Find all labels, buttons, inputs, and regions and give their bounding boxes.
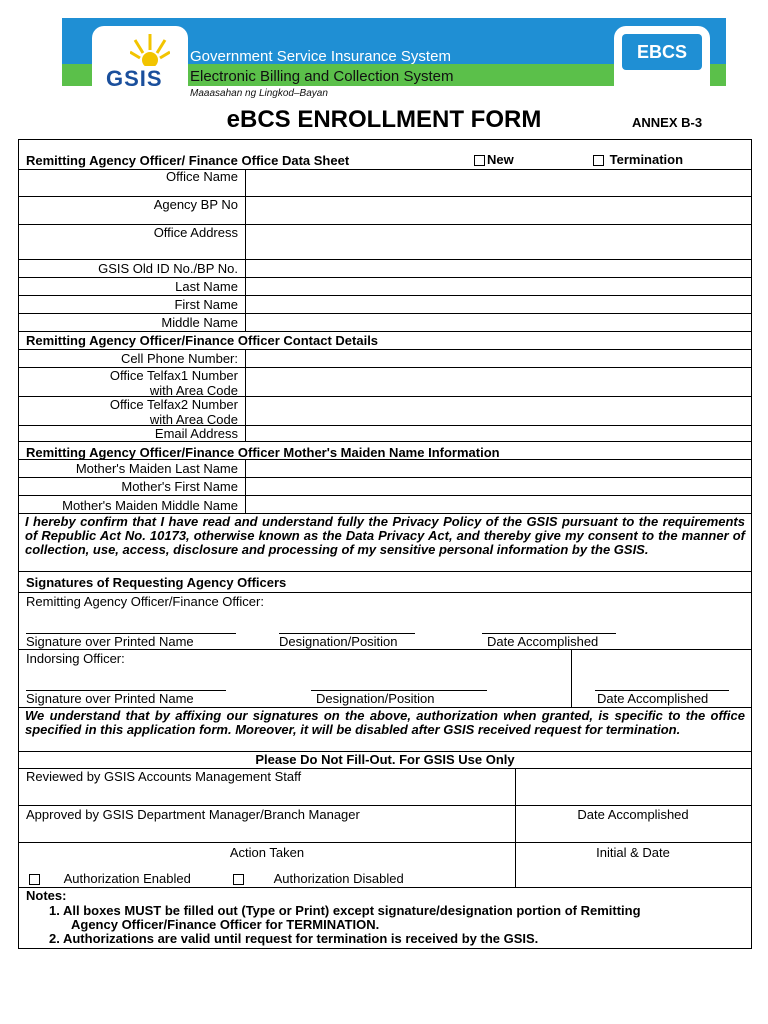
email-input[interactable] — [245, 426, 751, 441]
date-accomplished-label: Date Accomplished — [577, 807, 689, 822]
field-label — [19, 368, 245, 398]
termination-label: Termination — [609, 152, 684, 167]
authorization-note: We understand that by affixing our signatures on the above, authorization when granted, is specific to the office specified in this application form. Moreover, it will be disabled after GSIS received request for termination. — [19, 708, 751, 752]
section3-header — [19, 442, 751, 460]
designation-caption: Designation/Position — [316, 691, 435, 706]
signatures-header — [19, 572, 751, 593]
form-row — [19, 460, 751, 478]
termination-checkbox[interactable] — [593, 155, 604, 166]
sun-icon — [130, 32, 170, 66]
initial-date-label: Initial & Date — [596, 845, 670, 860]
new-option[interactable] — [474, 152, 514, 167]
field-label: Mother's Maiden Middle Name — [62, 498, 238, 513]
page-title: eBCS ENROLLMENT FORM — [226, 106, 542, 133]
telfax2-input[interactable] — [245, 397, 751, 425]
office-address-input[interactable] — [245, 225, 751, 259]
section2-title: Remitting Agency Officer/Finance Officer Contact Details — [26, 333, 379, 348]
date-caption: Date Accomplished — [487, 634, 599, 649]
field-label — [19, 397, 245, 427]
indorsing-signature-block — [19, 650, 751, 708]
auth-enabled-option[interactable] — [29, 871, 191, 886]
form-row — [19, 225, 751, 260]
system-name: Electronic Billing and Collection System — [190, 68, 454, 85]
field-label: Agency BP No — [153, 197, 238, 212]
first-name-input[interactable] — [245, 296, 751, 313]
new-checkbox[interactable] — [474, 155, 485, 166]
field-label: GSIS Old ID No./BP No. — [98, 261, 238, 276]
auth-disabled-checkbox[interactable] — [233, 874, 244, 885]
gsis-use-title: Please Do Not Fill-Out. For GSIS Use Only — [255, 752, 515, 767]
field-label: Office Address — [153, 225, 238, 240]
new-label: New — [487, 152, 514, 167]
ebcs-badge — [614, 26, 710, 102]
form-row — [19, 260, 751, 278]
signature-caption: Signature over Printed Name — [26, 634, 194, 649]
section1-header — [19, 140, 751, 170]
middle-name-input[interactable] — [245, 314, 751, 331]
termination-option[interactable] — [593, 152, 683, 167]
column-divider — [515, 769, 516, 805]
telfax1-input[interactable] — [245, 368, 751, 396]
mother-last-name-input[interactable] — [245, 460, 751, 477]
form-row — [19, 314, 751, 332]
field-label-line: Office Telfax1 Number — [109, 368, 238, 383]
approved-row — [19, 806, 751, 843]
form-row — [19, 397, 751, 426]
field-label-line: Office Telfax2 Number — [109, 397, 238, 412]
ebcs-badge-text: EBCS — [622, 34, 702, 70]
gsis-logo — [92, 26, 188, 102]
field-label-line: with Area Code — [149, 412, 238, 427]
header-banner — [62, 18, 726, 104]
form-row — [19, 368, 751, 397]
field-label: Mother's First Name — [121, 479, 238, 494]
signatures-title: Signatures of Requesting Agency Officers — [26, 575, 287, 590]
auth-disabled-label: Authorization Disabled — [273, 871, 404, 886]
reviewed-label: Reviewed by GSIS Accounts Management Staff — [26, 769, 302, 784]
form-row — [19, 197, 751, 225]
field-label-line: with Area Code — [149, 383, 238, 398]
field-label: Middle Name — [161, 315, 238, 330]
reviewed-row — [19, 769, 751, 806]
enrollment-form — [18, 139, 752, 949]
form-row — [19, 278, 751, 296]
section2-header — [19, 332, 751, 350]
office-name-input[interactable] — [245, 170, 751, 196]
section1-title: Remitting Agency Officer/ Finance Office Data Sheet — [26, 153, 350, 168]
field-label: Office Name — [165, 169, 238, 184]
note-item-continued: Agency Officer/Finance Officer for TERMINATION. — [71, 917, 380, 932]
annex-label: ANNEX B-3 — [632, 115, 703, 130]
field-label: Cell Phone Number: — [120, 351, 238, 366]
remitting-officer-label: Remitting Agency Officer/Finance Officer: — [26, 594, 264, 609]
gsis-old-id-input[interactable] — [245, 260, 751, 277]
field-label: First Name — [174, 297, 238, 312]
date-divider — [571, 650, 572, 707]
auth-enabled-checkbox[interactable] — [29, 874, 40, 885]
mother-middle-name-input[interactable] — [245, 496, 751, 513]
form-row — [19, 426, 751, 442]
org-name: Government Service Insurance System — [190, 48, 451, 65]
gsis-use-header — [19, 752, 751, 769]
field-label: Mother's Maiden Last Name — [75, 461, 238, 476]
note-item: 1. All boxes MUST be filled out (Type or Print) except signature/designation portion of Remitting — [49, 903, 641, 918]
notes — [19, 888, 751, 948]
note-item: 2. Authorizations are valid until request for termination is received by the GSIS. — [49, 931, 539, 946]
action-row — [19, 843, 751, 888]
form-row — [19, 478, 751, 496]
auth-enabled-label: Authorization Enabled — [63, 871, 191, 886]
last-name-input[interactable] — [245, 278, 751, 295]
designation-caption: Designation/Position — [279, 634, 398, 649]
field-label: Last Name — [175, 279, 238, 294]
remitting-signature-block — [19, 593, 751, 650]
action-taken-label: Action Taken — [229, 845, 305, 860]
logo-text: GSIS — [106, 66, 163, 91]
notes-title: Notes: — [26, 888, 67, 903]
section3-title: Remitting Agency Officer/Finance Officer Mother's Maiden Name Information — [26, 445, 500, 460]
mother-first-name-input[interactable] — [245, 478, 751, 495]
signature-caption: Signature over Printed Name — [26, 691, 194, 706]
form-row — [19, 496, 751, 514]
cell-phone-input[interactable] — [245, 350, 751, 367]
form-row — [19, 170, 751, 197]
motto: Maaasahan ng Lingkod–Bayan — [190, 88, 328, 99]
form-row — [19, 296, 751, 314]
auth-disabled-option[interactable] — [233, 871, 404, 886]
field-label: Email Address — [154, 426, 238, 441]
approved-label: Approved by GSIS Department Manager/Branch Manager — [26, 807, 360, 822]
agency-bp-input[interactable] — [245, 197, 751, 224]
privacy-consent: I hereby confirm that I have read and understand fully the Privacy Policy of the GSIS pursuant to the requirements of Republic Act No. 10173, otherwise known as the Data Privacy Act, and thereby give my consent to the manner of collection, use, access, disclosure and processing of my sensitive personal information by the GSIS. — [19, 514, 751, 572]
date-caption: Date Accomplished — [597, 691, 709, 706]
form-row — [19, 350, 751, 368]
indorsing-officer-label: Indorsing Officer: — [26, 651, 125, 666]
